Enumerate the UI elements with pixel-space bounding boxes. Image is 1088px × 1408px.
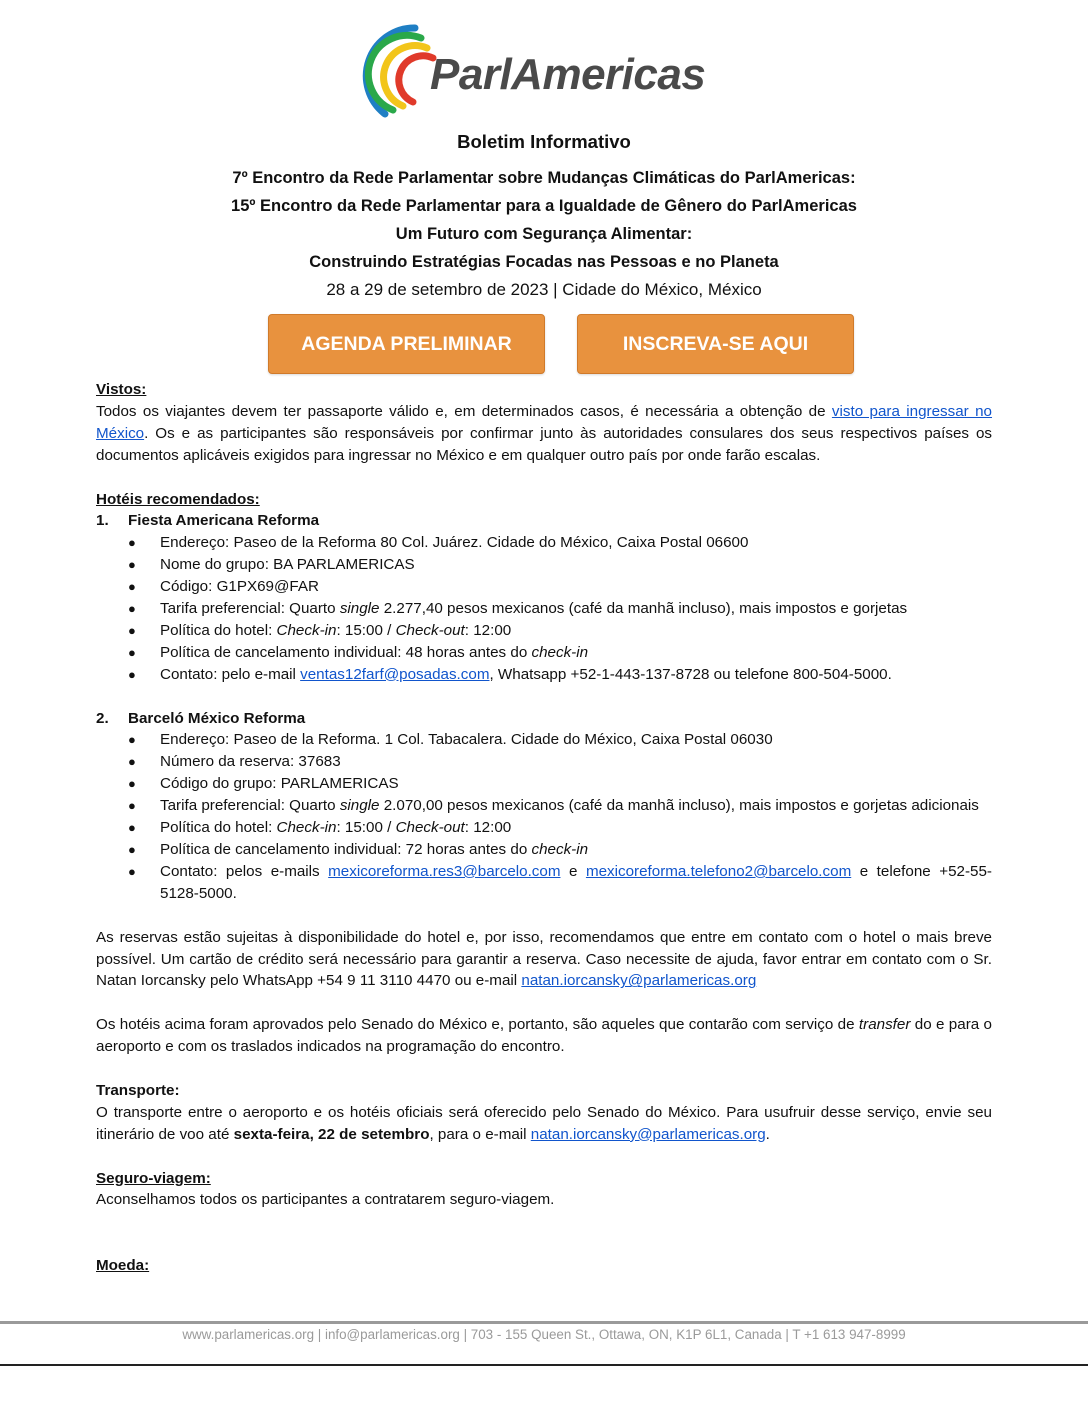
event-title-3: Um Futuro com Segurança Alimentar: — [395, 225, 693, 243]
vistos-text: Todos os viajantes devem ter passaporte válido e, em determinados casos, é necessária a obtenção de — [96, 402, 832, 420]
visa-link[interactable]: visto para ingressar no México — [96, 402, 993, 442]
list-item: ● Código: G1PX69@FAR — [160, 576, 992, 598]
list-item: ● Política do hotel: Check-in: 15:00 / Check-out: 12:00 — [160, 817, 992, 839]
parlamericas-logo — [355, 22, 725, 124]
hotel-2-title: Barceló México Reforma — [128, 709, 306, 727]
hotel-1-number: 1. — [96, 512, 109, 530]
contact-email-link[interactable]: natan.iorcansky@parlamericas.org — [521, 972, 757, 990]
footer-divider — [0, 1321, 1088, 1324]
event-title-1: 7º Encontro da Rede Parlamentar sobre Mudanças Climáticas do ParlAmericas: — [232, 169, 856, 187]
list-item: ● Política de cancelamento individual: 48 horas antes do check-in — [160, 642, 992, 664]
insurance-paragraph: Aconselhamos todos os participantes a contratarem seguro-viagem. — [96, 1191, 555, 1209]
list-item: ● Contato: pelo e-mail ventas12farf@posadas.com, Whatsapp +52-1-443-137-8728 ou telefone 800-504-5000. — [160, 664, 992, 686]
list-item: ● Política do hotel: Check-in: 15:00 / Check-out: 12:00 — [160, 620, 992, 642]
list-item: ● Código do grupo: PARLAMERICAS — [160, 773, 992, 795]
list-item: ● Tarifa preferencial: Quarto single 2.277,40 pesos mexicanos (café da manhã incluso), mais impostos e gorjetas — [160, 598, 992, 620]
hotel-1-details — [96, 532, 992, 685]
register-button[interactable]: INSCREVA-SE AQUI — [577, 314, 854, 374]
section-title-insurance: Seguro-viagem: — [96, 1169, 211, 1187]
list-item: ● Nome do grupo: BA PARLAMERICAS — [160, 554, 992, 576]
reservations-paragraph: As reservas estão sujeitas à disponibilidade do hotel e, por isso, recomendamos que entre em contato com o hotel o mais breve possível. Um cartão de crédito será necessário para garantir a reserva. Caso necessite de ajuda, favor entrar em contato com o Sr. Natan Iorcansky pelo WhatsApp +54 9 11 3110 4470 ou e-mail natan.iorcansky@parlamericas.org — [96, 928, 992, 990]
agenda-button[interactable]: AGENDA PRELIMINAR — [268, 314, 545, 374]
section-title-transport: Transporte: — [96, 1081, 180, 1099]
vistos-text-2: . Os e as participantes são responsáveis por confirmar junto às autoridades consulares dos seus respectivos países os documentos aplicáveis exigidos para ingressar no México e em qualquer outro país por onde farão escalas. — [96, 424, 992, 464]
section-title-currency: Moeda: — [96, 1257, 150, 1275]
section-title-hotels: Hotéis recomendados: — [96, 490, 260, 508]
transport-email-link[interactable]: natan.iorcansky@parlamericas.org — [530, 1125, 766, 1143]
list-item: ● Tarifa preferencial: Quarto single 2.070,00 pesos mexicanos (café da manhã incluso), mais impostos e gorjetas adicionais — [160, 795, 992, 817]
document-header — [96, 130, 992, 304]
hotel-2-details — [96, 729, 992, 904]
list-item: ● Endereço: Paseo de la Reforma 80 Col. Juárez. Cidade do México, Caixa Postal 06600 — [160, 532, 992, 554]
hotel-2-number: 2. — [96, 709, 109, 727]
hotel-1-name — [96, 510, 992, 532]
hotel-2-name — [96, 708, 992, 730]
logo-wordmark: ParlAmericas — [430, 50, 706, 99]
list-item: ● Endereço: Paseo de la Reforma. 1 Col. Tabacalera. Cidade do México, Caixa Postal 06030 — [160, 729, 992, 751]
footer-contact: www.parlamericas.org | info@parlamericas.org | 703 - 155 Queen St., Ottawa, ON, K1P 6L1, Canada | T +1 613 947-8999 — [182, 1327, 906, 1342]
hotel-2-email-link-2[interactable]: mexicoreforma.telefono2@barcelo.com — [585, 862, 852, 880]
action-buttons — [268, 314, 852, 372]
hotel-2-email-link-1[interactable]: mexicoreforma.res3@barcelo.com — [328, 862, 561, 880]
event-title-4: Construindo Estratégias Focadas nas Pessoas e no Planeta — [309, 253, 779, 271]
page-title: Boletim Informativo — [457, 131, 631, 152]
hotel-1-title: Fiesta Americana Reforma — [128, 512, 320, 530]
vistos-paragraph — [96, 401, 992, 467]
event-date: 28 a 29 de setembro de 2023 | Cidade do México, México — [326, 280, 762, 299]
event-title-2: 15º Encontro da Rede Parlamentar para a Igualdade de Gênero do ParlAmericas — [231, 197, 857, 215]
hotel-1-email-link[interactable]: ventas12farf@posadas.com — [300, 665, 490, 683]
section-title-vistos: Vistos: — [96, 381, 147, 398]
footer-bottom-divider — [0, 1364, 1088, 1366]
list-item: ● Política de cancelamento individual: 72 horas antes do check-in — [160, 839, 992, 861]
transport-paragraph: O transporte entre o aeroporto e os hotéis oficiais será oferecido pelo Senado do México. Para usufruir desse serviço, envie seu itinerário de voo até sexta-feira, 22 de setembro, para o e-mail natan.iorcansky@parlamericas.org. — [96, 1103, 992, 1143]
document-body — [96, 379, 992, 1277]
list-item: ● Contato: pelos e-mails mexicoreforma.res3@barcelo.com e mexicoreforma.telefono2@barcelo.com e telefone +52-55-5128-5000. — [160, 861, 992, 905]
list-item: ● Número da reserva: 37683 — [160, 751, 992, 773]
approved-paragraph: Os hotéis acima foram aprovados pelo Senado do México e, portanto, são aqueles que contarão com serviço de transfer do e para o aeroporto e com os traslados indicados na programação do encontro. — [96, 1016, 992, 1056]
